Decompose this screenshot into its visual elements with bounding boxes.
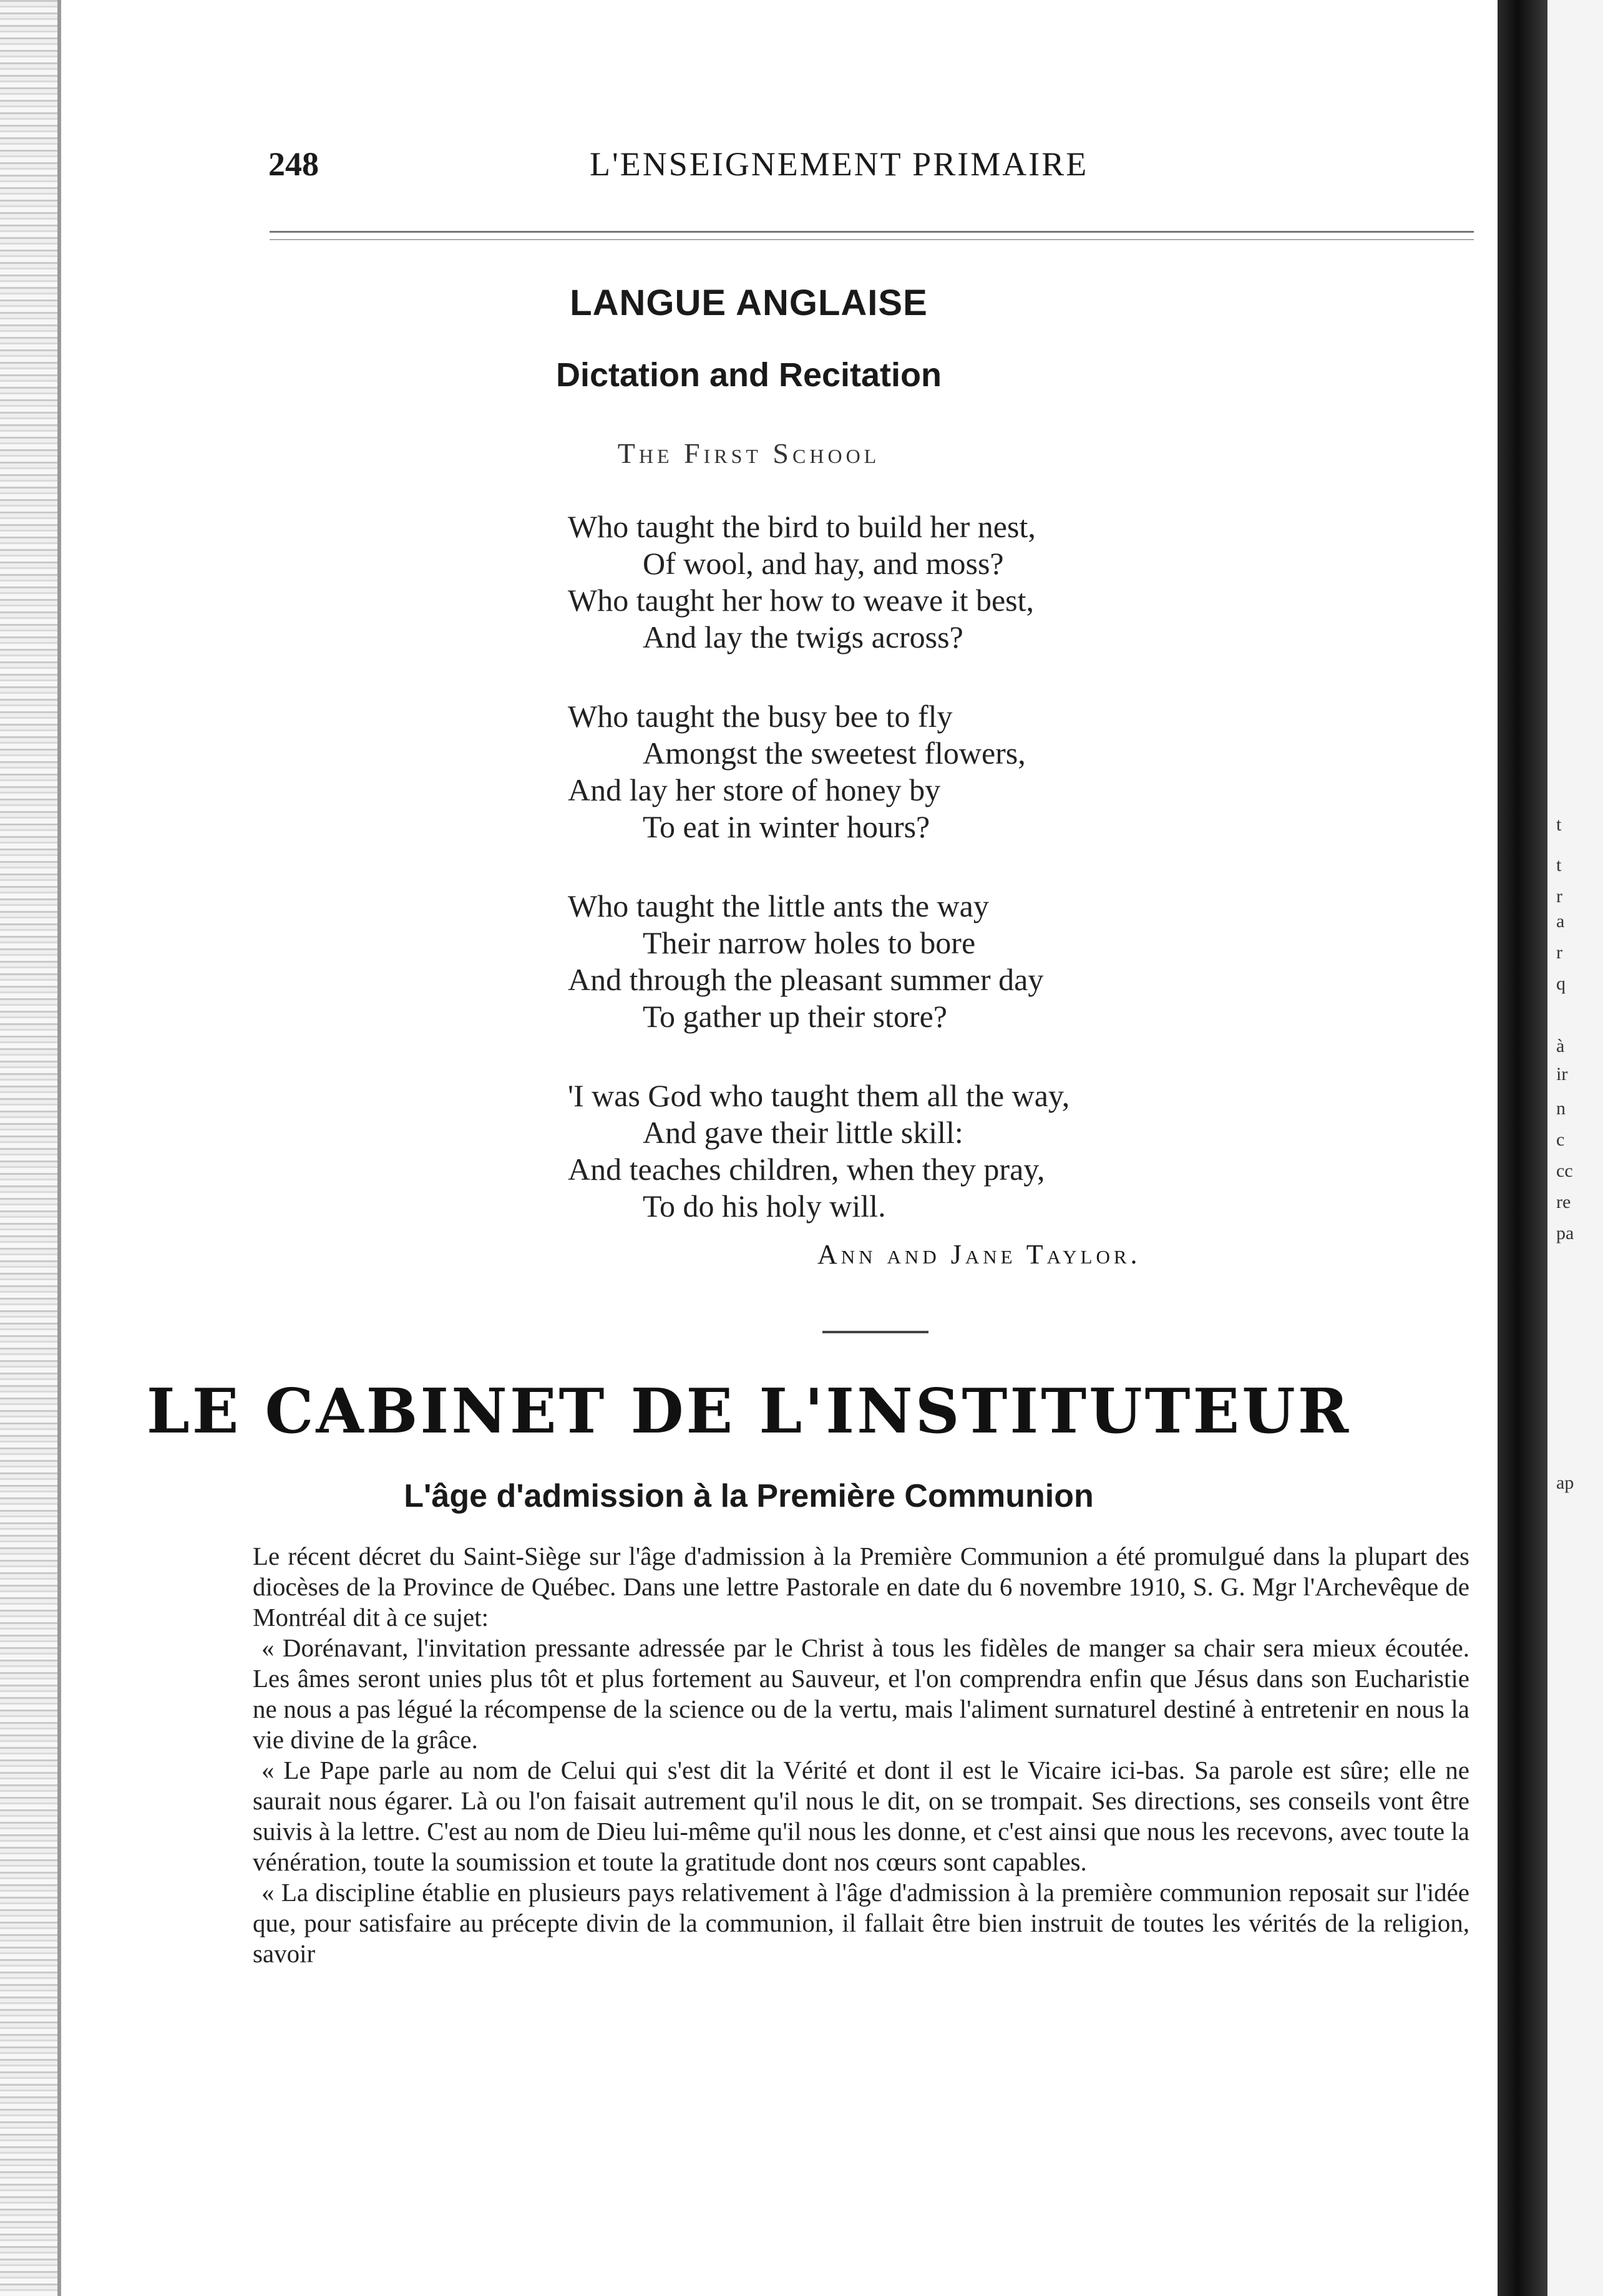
poem (568, 508, 1317, 1267)
verse-line: Who taught the little ants the way (568, 888, 989, 923)
page-number: 248 (268, 145, 319, 183)
section-divider (822, 1331, 928, 1333)
verse-line: Of wool, and hay, and moss? (643, 546, 1004, 581)
verse-line: And gave their little skill: (643, 1115, 963, 1150)
verse-line: To do his holy will. (643, 1189, 886, 1223)
cabinet-title: LE CABINET DE L'INSTITUTEUR (146, 1376, 1352, 1447)
verse-line: And teaches children, when they pray, (568, 1152, 1045, 1187)
verse-line: Who taught her how to weave it best, (568, 583, 1035, 618)
next-page-edge (1547, 0, 1603, 2296)
paragraph: « Dorénavant, l'invitation pressante adressée par le Christ à tous les fidèles de manger sa chair sera mieux écoutée. Les âmes seront unies plus tôt et plus fortement au Sauveur, et l'on comprendra enfin que Jésus dans son Eucharistie ne nous a pas légué la récompense de la science ou de la vertu, mais l'aliment surnaturel destiné à entretenir en nous la vie divine de la grâce. (253, 1633, 1469, 1754)
verse-line: 'I was God who taught them all the way, (568, 1078, 1070, 1113)
next-page-fragment: c (1556, 1129, 1565, 1150)
stanza (568, 1077, 1317, 1225)
poem-attribution: Ann and Jane Taylor. (817, 1239, 1141, 1270)
next-page-fragment: re (1556, 1192, 1571, 1212)
paragraph: « La discipline établie en plusieurs pays relativement à l'âge d'admission à la première communion reposait sur l'idée que, pour satisfaire au précepte divin de la communion, il fallait être bien instruit de toutes les vérités de la religion, savoir (253, 1878, 1469, 1968)
next-page-fragment: r (1556, 886, 1562, 907)
section-subtitle: Dictation and Recitation (555, 356, 942, 394)
header-rule (270, 231, 1474, 240)
verse-line: To eat in winter hours? (643, 809, 930, 844)
next-page-fragment: r (1556, 942, 1562, 963)
verse-line: And lay her store of honey by (568, 772, 941, 807)
stanza (568, 888, 1317, 1035)
verse-line: To gather up their store? (643, 999, 947, 1034)
next-page-fragment: a (1556, 911, 1565, 932)
verse-line: Who taught the busy bee to fly (568, 699, 953, 734)
book-gutter (1498, 0, 1547, 2296)
verse-line: Amongst the sweetest flowers, (643, 736, 1026, 771)
next-page-fragment: cc (1556, 1160, 1573, 1181)
verse-line: And through the pleasant summer day (568, 962, 1044, 997)
verse-line: Who taught the bird to build her nest, (568, 509, 1036, 544)
cabinet-subtitle: L'âge d'admission à la Première Communion (404, 1478, 1094, 1514)
poem-title: The First School (617, 437, 880, 469)
next-page-fragment: ir (1556, 1064, 1568, 1084)
next-page-fragment: n (1556, 1098, 1566, 1119)
verse-line: And lay the twigs across? (643, 620, 963, 654)
running-header (268, 145, 1198, 195)
section-title: LANGUE ANGLAISE (570, 283, 928, 323)
article-body (253, 1541, 1469, 1969)
next-page-fragment: q (1556, 973, 1566, 994)
stanza (568, 698, 1317, 845)
next-page-fragment: à (1556, 1036, 1565, 1056)
running-title: L'ENSEIGNEMENT PRIMAIRE (590, 145, 1089, 183)
paragraph: Le récent décret du Saint-Siège sur l'âge d'admission à la Première Communion a été promulgué dans la plupart des diocèses de la Province de Québec. Dans une lettre Pastorale en date du 6 novembre 1910, S. G. Mgr l'Archevêque de Montréal dit à ce sujet: (253, 1542, 1469, 1632)
paragraph: « Le Pape parle au nom de Celui qui s'est dit la Vérité et dont il est le Vicaire ici-bas. Sa parole est sûre; elle ne saurait nous égarer. Là ou l'on faisait autrement qu'il nous le dit, on se trompait. Ses directions, ses conseils vont être suivis à la lettre. C'est au nom de Dieu lui-même qu'il nous les donne, et c'est ainsi que nous les recevons, avec toute la vénération, toute la soumission et toute la gratitude dont nos cœurs sont capables. (253, 1756, 1469, 1876)
scan-left-edge (0, 0, 57, 2296)
stanza (568, 508, 1317, 656)
next-page-fragment: pa (1556, 1223, 1574, 1243)
verse-line: Their narrow holes to bore (643, 925, 976, 960)
next-page-fragment: ap (1556, 1472, 1574, 1493)
next-page-fragment: t (1556, 855, 1562, 875)
next-page-fragment: t (1556, 814, 1562, 835)
